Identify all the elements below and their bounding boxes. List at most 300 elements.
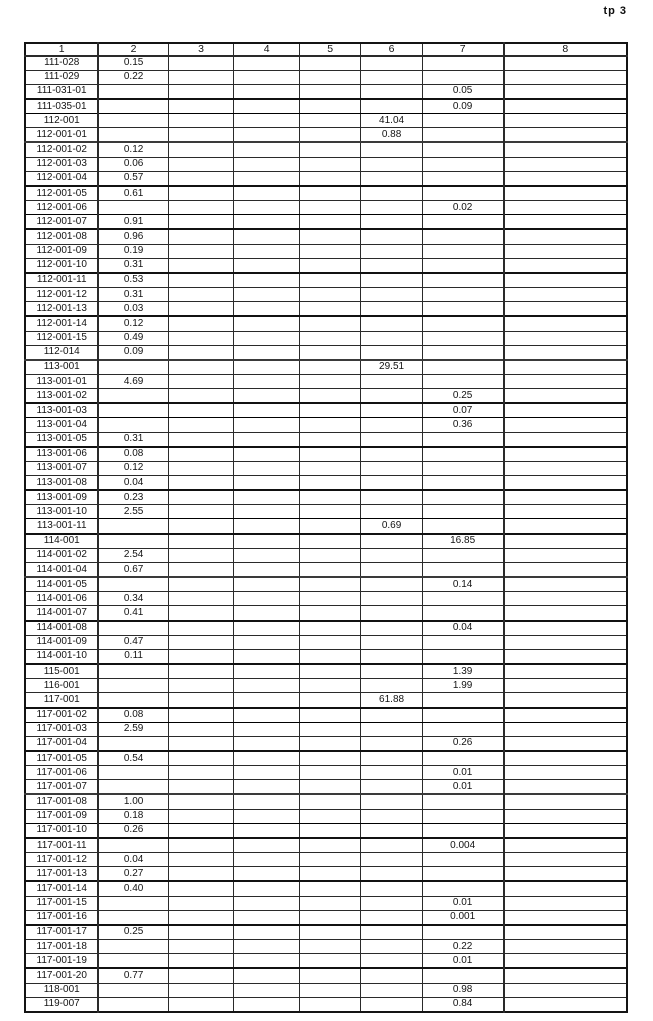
table-cell: 117-001-17: [25, 925, 98, 940]
table-cell: [168, 258, 234, 273]
table-cell: [504, 606, 627, 621]
table-cell: 0.31: [98, 258, 168, 273]
table-cell: [168, 780, 234, 795]
table-cell: 4.69: [98, 374, 168, 388]
table-cell: 0.27: [98, 867, 168, 882]
table-cell: [234, 360, 300, 375]
table-row: [25, 418, 627, 432]
data-table: [24, 42, 628, 1013]
table-cell: [168, 534, 234, 549]
column-header-5: 5: [299, 43, 360, 56]
table-cell: [361, 823, 422, 838]
table-row: [25, 360, 627, 375]
table-cell: [361, 534, 422, 549]
table-cell: [422, 853, 503, 867]
table-cell: [422, 867, 503, 882]
table-cell: [234, 766, 300, 780]
table-row: [25, 99, 627, 114]
table-cell: 112-001-12: [25, 288, 98, 302]
table-cell: 0.04: [98, 853, 168, 867]
table-cell: [361, 505, 422, 519]
table-cell: [504, 171, 627, 186]
table-cell: [168, 142, 234, 157]
table-cell: [234, 679, 300, 693]
table-cell: [299, 896, 360, 910]
column-header-8: 8: [504, 43, 627, 56]
table-cell: [504, 345, 627, 360]
table-cell: [98, 114, 168, 128]
table-cell: [422, 302, 503, 317]
table-cell: [504, 403, 627, 418]
table-row: [25, 968, 627, 983]
table-cell: [299, 490, 360, 505]
table-cell: [299, 534, 360, 549]
table-cell: 117-001-14: [25, 881, 98, 896]
table-row: [25, 432, 627, 447]
table-cell: [98, 84, 168, 99]
table-cell: 0.01: [422, 766, 503, 780]
table-cell: [234, 780, 300, 795]
table-cell: 111-035-01: [25, 99, 98, 114]
table-cell: [422, 258, 503, 273]
table-cell: [504, 664, 627, 679]
table-cell: 0.53: [98, 273, 168, 288]
table-cell: 116-001: [25, 679, 98, 693]
column-header-2: 2: [98, 43, 168, 56]
table-cell: [299, 708, 360, 723]
table-cell: [168, 794, 234, 809]
table-cell: [299, 606, 360, 621]
table-cell: 0.15: [98, 56, 168, 71]
table-cell: [168, 461, 234, 475]
table-cell: [504, 84, 627, 99]
table-cell: [168, 708, 234, 723]
table-cell: [234, 794, 300, 809]
table-cell: [361, 70, 422, 84]
table-row: [25, 896, 627, 910]
table-cell: 113-001-01: [25, 374, 98, 388]
table-cell: [168, 519, 234, 534]
table-cell: [299, 548, 360, 562]
table-cell: 0.88: [361, 128, 422, 143]
table-cell: 0.11: [98, 649, 168, 664]
table-cell: [168, 331, 234, 345]
table-cell: [422, 114, 503, 128]
table-cell: [234, 751, 300, 766]
table-cell: 114-001-07: [25, 606, 98, 621]
table-cell: 117-001-18: [25, 940, 98, 954]
table-cell: 0.25: [98, 925, 168, 940]
table-cell: 0.06: [98, 157, 168, 171]
table-cell: [168, 577, 234, 592]
table-cell: [504, 896, 627, 910]
table-cell: [504, 157, 627, 171]
table-cell: [168, 736, 234, 751]
table-cell: [98, 838, 168, 853]
table-cell: [168, 157, 234, 171]
table-cell: 117-001-07: [25, 780, 98, 795]
table-cell: [361, 809, 422, 823]
table-row: [25, 925, 627, 940]
table-cell: 0.09: [422, 99, 503, 114]
table-cell: [361, 345, 422, 360]
table-cell: 0.07: [422, 403, 503, 418]
table-cell: [361, 577, 422, 592]
table-cell: [361, 853, 422, 867]
table-cell: [234, 925, 300, 940]
table-row: [25, 114, 627, 128]
table-cell: [361, 664, 422, 679]
table-cell: [504, 577, 627, 592]
table-row: [25, 780, 627, 795]
table-cell: 112-001-14: [25, 316, 98, 331]
table-row: [25, 461, 627, 475]
table-cell: [234, 244, 300, 258]
table-cell: [361, 56, 422, 71]
table-cell: 113-001-11: [25, 519, 98, 534]
table-cell: [361, 722, 422, 736]
table-cell: [168, 490, 234, 505]
table-cell: [168, 562, 234, 577]
column-header-3: 3: [168, 43, 234, 56]
table-cell: 0.23: [98, 490, 168, 505]
table-cell: [504, 910, 627, 925]
table-cell: [422, 751, 503, 766]
table-cell: [504, 794, 627, 809]
column-header-6: 6: [361, 43, 422, 56]
table-cell: 117-001-12: [25, 853, 98, 867]
table-cell: [168, 70, 234, 84]
table-cell: 0.67: [98, 562, 168, 577]
table-cell: [361, 997, 422, 1012]
table-cell: [504, 925, 627, 940]
table-cell: [168, 722, 234, 736]
table-cell: [504, 302, 627, 317]
table-cell: 0.61: [98, 186, 168, 201]
table-cell: 0.49: [98, 331, 168, 345]
table-cell: [234, 534, 300, 549]
table-cell: 117-001-06: [25, 766, 98, 780]
table-cell: [422, 649, 503, 664]
table-cell: [504, 635, 627, 649]
table-cell: 112-001-10: [25, 258, 98, 273]
table-cell: [98, 896, 168, 910]
table-cell: 113-001-05: [25, 432, 98, 447]
table-cell: 41.04: [361, 114, 422, 128]
table-cell: [422, 809, 503, 823]
table-cell: [504, 186, 627, 201]
table-cell: [299, 215, 360, 230]
table-cell: [168, 896, 234, 910]
table-cell: [361, 649, 422, 664]
table-cell: [504, 983, 627, 997]
table-cell: [168, 447, 234, 462]
table-cell: 113-001-10: [25, 505, 98, 519]
table-cell: 112-001-09: [25, 244, 98, 258]
column-header-1: 1: [25, 43, 98, 56]
table-cell: [361, 910, 422, 925]
table-cell: [361, 548, 422, 562]
table-cell: 0.98: [422, 983, 503, 997]
table-cell: 114-001: [25, 534, 98, 549]
table-cell: [504, 490, 627, 505]
table-cell: [234, 635, 300, 649]
table-cell: [504, 679, 627, 693]
table-cell: [234, 374, 300, 388]
table-cell: 0.01: [422, 896, 503, 910]
table-cell: [504, 288, 627, 302]
table-cell: [504, 114, 627, 128]
table-cell: [361, 447, 422, 462]
table-cell: [234, 201, 300, 215]
table-cell: 117-001-10: [25, 823, 98, 838]
table-cell: [361, 99, 422, 114]
table-cell: 0.57: [98, 171, 168, 186]
table-cell: [299, 432, 360, 447]
table-cell: [422, 635, 503, 649]
table-cell: [422, 562, 503, 577]
table-cell: [504, 244, 627, 258]
table-cell: [98, 403, 168, 418]
table-cell: [168, 186, 234, 201]
table-cell: [299, 751, 360, 766]
table-cell: [504, 229, 627, 244]
table-cell: 0.34: [98, 592, 168, 606]
table-cell: [504, 968, 627, 983]
table-row: [25, 809, 627, 823]
table-row: [25, 288, 627, 302]
table-cell: [234, 621, 300, 636]
table-cell: [299, 954, 360, 969]
table-cell: [504, 142, 627, 157]
table-cell: [168, 983, 234, 997]
table-cell: [234, 229, 300, 244]
table-cell: [98, 389, 168, 404]
table-row: [25, 606, 627, 621]
table-cell: [361, 171, 422, 186]
table-cell: [361, 331, 422, 345]
table-cell: [168, 606, 234, 621]
table-cell: [422, 360, 503, 375]
table-cell: [234, 316, 300, 331]
table-cell: [361, 736, 422, 751]
table-cell: [98, 766, 168, 780]
table-cell: [422, 823, 503, 838]
table-cell: [361, 403, 422, 418]
table-cell: [504, 447, 627, 462]
table-cell: [168, 635, 234, 649]
table-cell: 117-001-19: [25, 954, 98, 969]
table-cell: [299, 142, 360, 157]
table-cell: [361, 983, 422, 997]
table-row: [25, 562, 627, 577]
table-cell: [168, 867, 234, 882]
table-cell: [299, 84, 360, 99]
table-row: [25, 954, 627, 969]
table-cell: [168, 171, 234, 186]
table-cell: [361, 273, 422, 288]
table-cell: [234, 940, 300, 954]
table-cell: [299, 577, 360, 592]
table-cell: [361, 896, 422, 910]
table-cell: [299, 592, 360, 606]
table-cell: [361, 925, 422, 940]
table-cell: [361, 215, 422, 230]
table-cell: 0.25: [422, 389, 503, 404]
table-cell: [234, 809, 300, 823]
table-cell: 0.54: [98, 751, 168, 766]
table-row: [25, 258, 627, 273]
table-row: [25, 229, 627, 244]
table-row: [25, 708, 627, 723]
table-cell: [361, 374, 422, 388]
table-cell: [299, 403, 360, 418]
table-cell: [299, 447, 360, 462]
table-row: [25, 649, 627, 664]
table-cell: [168, 418, 234, 432]
table-cell: [234, 592, 300, 606]
table-cell: 2.55: [98, 505, 168, 519]
table-cell: [299, 794, 360, 809]
table-cell: [504, 751, 627, 766]
table-cell: [234, 664, 300, 679]
table-cell: [234, 114, 300, 128]
table-cell: [299, 562, 360, 577]
table-cell: [361, 635, 422, 649]
table-cell: [299, 288, 360, 302]
table-row: [25, 621, 627, 636]
table-cell: 117-001-15: [25, 896, 98, 910]
table-cell: [299, 258, 360, 273]
table-cell: 111-031-01: [25, 84, 98, 99]
table-cell: [361, 592, 422, 606]
table-cell: [299, 56, 360, 71]
table-cell: 0.09: [98, 345, 168, 360]
table-cell: [234, 288, 300, 302]
table-cell: [422, 157, 503, 171]
table-row: [25, 244, 627, 258]
table-cell: [504, 99, 627, 114]
table-cell: 0.12: [98, 461, 168, 475]
table-cell: [422, 345, 503, 360]
table-cell: [299, 664, 360, 679]
table-row: [25, 171, 627, 186]
table-cell: [168, 56, 234, 71]
table-cell: [299, 316, 360, 331]
table-cell: [98, 360, 168, 375]
table-cell: 114-001-10: [25, 649, 98, 664]
table-cell: [299, 475, 360, 490]
table-cell: [361, 954, 422, 969]
table-cell: [234, 562, 300, 577]
table-cell: 2.54: [98, 548, 168, 562]
table-cell: [504, 461, 627, 475]
table-cell: [504, 693, 627, 708]
table-cell: [98, 99, 168, 114]
table-cell: [504, 722, 627, 736]
table-cell: 117-001-03: [25, 722, 98, 736]
table-cell: 117-001-20: [25, 968, 98, 983]
table-cell: [299, 201, 360, 215]
table-cell: [299, 881, 360, 896]
table-cell: [234, 447, 300, 462]
table-cell: [234, 389, 300, 404]
table-cell: [361, 142, 422, 157]
table-cell: [422, 490, 503, 505]
table-cell: 0.31: [98, 288, 168, 302]
table-cell: 0.96: [98, 229, 168, 244]
table-cell: [299, 679, 360, 693]
table-row: [25, 853, 627, 867]
table-cell: [168, 273, 234, 288]
table-cell: [299, 345, 360, 360]
table-row: [25, 679, 627, 693]
table-cell: [504, 940, 627, 954]
table-row: [25, 475, 627, 490]
table-cell: [299, 244, 360, 258]
table-cell: [234, 84, 300, 99]
table-cell: [422, 505, 503, 519]
table-cell: [299, 925, 360, 940]
table-cell: [422, 56, 503, 71]
table-cell: [168, 302, 234, 317]
table-row: [25, 331, 627, 345]
table-row: [25, 505, 627, 519]
table-cell: [361, 302, 422, 317]
table-cell: [234, 273, 300, 288]
table-cell: [361, 679, 422, 693]
table-cell: [168, 751, 234, 766]
table-cell: [422, 244, 503, 258]
table-cell: [504, 853, 627, 867]
table-cell: 111-029: [25, 70, 98, 84]
table-cell: [98, 983, 168, 997]
table-cell: [504, 649, 627, 664]
table-cell: [361, 389, 422, 404]
table-cell: [168, 693, 234, 708]
table-cell: 0.02: [422, 201, 503, 215]
table-cell: [98, 128, 168, 143]
column-header-7: 7: [422, 43, 503, 56]
table-cell: [299, 519, 360, 534]
table-row: [25, 534, 627, 549]
table-cell: [168, 432, 234, 447]
table-cell: [234, 142, 300, 157]
table-cell: [422, 722, 503, 736]
table-cell: [299, 997, 360, 1012]
table-cell: [361, 288, 422, 302]
table-cell: 0.08: [98, 708, 168, 723]
table-cell: [422, 229, 503, 244]
table-row: [25, 592, 627, 606]
table-cell: [422, 968, 503, 983]
table-cell: [168, 940, 234, 954]
table-cell: [168, 288, 234, 302]
table-cell: 0.01: [422, 954, 503, 969]
table-cell: [361, 201, 422, 215]
table-cell: [168, 229, 234, 244]
table-row: [25, 186, 627, 201]
table-cell: [504, 475, 627, 490]
table-cell: 0.19: [98, 244, 168, 258]
table-cell: [299, 722, 360, 736]
table-cell: [234, 157, 300, 171]
table-cell: [168, 374, 234, 388]
table-cell: [168, 649, 234, 664]
table-cell: [168, 345, 234, 360]
table-cell: [168, 997, 234, 1012]
table-cell: 0.01: [422, 780, 503, 795]
